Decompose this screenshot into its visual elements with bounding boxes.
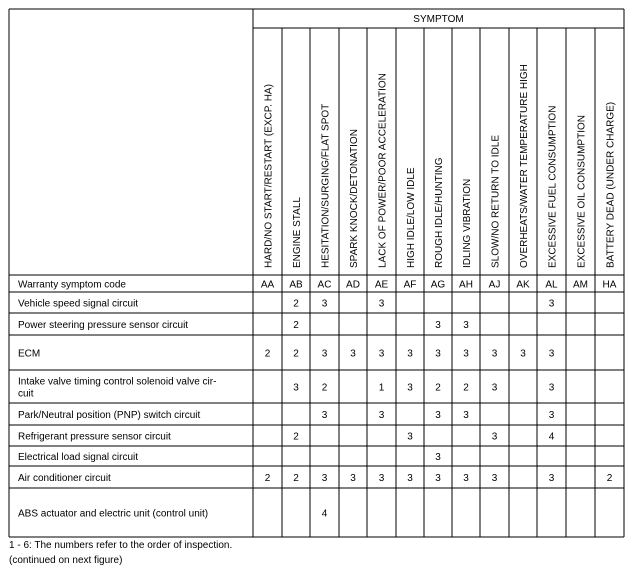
inspection-order-value: 3 bbox=[378, 298, 385, 310]
symptom-header: SYMPTOM bbox=[413, 14, 464, 25]
inspection-order-value: 2 bbox=[293, 431, 299, 443]
row-label: cuit bbox=[18, 388, 34, 400]
warranty-code: AJ bbox=[488, 279, 501, 291]
inspection-order-value: 3 bbox=[378, 348, 385, 360]
inspection-order-value: 3 bbox=[435, 320, 441, 331]
inspection-order-value: 3 bbox=[407, 382, 413, 394]
inspection-order-value: 2 bbox=[293, 320, 299, 331]
warranty-code: AM bbox=[573, 279, 588, 291]
inspection-order-value: 2 bbox=[321, 382, 328, 394]
inspection-order-value: 3 bbox=[548, 382, 555, 394]
inspection-order-value: 3 bbox=[321, 410, 328, 421]
inspection-order-value: 3 bbox=[548, 348, 555, 360]
inspection-order-value: 3 bbox=[491, 431, 498, 443]
row-label: Refrigerant pressure sensor circuit bbox=[18, 431, 171, 443]
inspection-order-value: 3 bbox=[378, 410, 385, 421]
row-label: Vehicle speed signal circuit bbox=[18, 298, 139, 310]
warranty-code: AB bbox=[289, 279, 303, 291]
row-label: Park/Neutral position (PNP) switch circuit bbox=[18, 410, 201, 421]
column-header: EXCESSIVE FUEL CONSUMPTION bbox=[547, 105, 559, 268]
inspection-order-value: 3 bbox=[491, 473, 498, 484]
row-label: Power steering pressure sensor circuit bbox=[18, 320, 189, 331]
inspection-order-value: 2 bbox=[463, 382, 469, 394]
column-header: HARD/NO START/RESTART (EXCP. HA) bbox=[263, 84, 275, 268]
inspection-order-value: 1 bbox=[378, 382, 385, 394]
column-header: SPARK KNOCK/DETONATION bbox=[349, 129, 360, 268]
column-header: ROUGH IDLE/HUNTING bbox=[434, 157, 445, 268]
inspection-order-value: 3 bbox=[463, 348, 469, 360]
row-label: Intake valve timing control solenoid valve cir- bbox=[18, 376, 217, 388]
column-header: BATTERY DEAD (UNDER CHARGE) bbox=[605, 101, 617, 268]
inspection-order-value: 3 bbox=[491, 348, 498, 360]
warranty-code: AA bbox=[260, 279, 275, 291]
inspection-order-value: 2 bbox=[293, 348, 299, 360]
inspection-order-value: 3 bbox=[378, 473, 385, 484]
inspection-order-value: 2 bbox=[606, 473, 613, 484]
inspection-order-value: 3 bbox=[435, 410, 441, 421]
continued-note: (continued on next figure) bbox=[9, 555, 123, 566]
inspection-order-value: 3 bbox=[407, 431, 413, 443]
inspection-order-value: 3 bbox=[321, 298, 328, 310]
inspection-order-value: 4 bbox=[321, 508, 328, 520]
warranty-code: AE bbox=[374, 279, 389, 291]
warranty-code: AL bbox=[545, 279, 558, 291]
column-header: OVERHEATS/WATER TEMPERATURE HIGH bbox=[519, 64, 530, 268]
row-label: Air conditioner circuit bbox=[18, 473, 111, 484]
inspection-order-value: 3 bbox=[407, 473, 413, 484]
warranty-code: AH bbox=[459, 279, 473, 291]
row-label: ABS actuator and electric unit (control unit) bbox=[18, 508, 209, 520]
warranty-code: AG bbox=[430, 279, 446, 291]
warranty-code: AC bbox=[317, 279, 332, 291]
inspection-order-value: 2 bbox=[435, 382, 441, 394]
column-header: HIGH IDLE/LOW IDLE bbox=[406, 167, 417, 268]
inspection-order-value: 3 bbox=[463, 320, 469, 331]
row-label: ECM bbox=[18, 348, 41, 360]
inspection-order-value: 3 bbox=[548, 410, 555, 421]
inspection-order-value: 3 bbox=[350, 473, 356, 484]
inspection-order-value: 3 bbox=[491, 382, 498, 394]
inspection-order-value: 3 bbox=[321, 473, 328, 484]
inspection-order-note: 1 - 6: The numbers refer to the order of inspection. bbox=[9, 540, 233, 551]
row-label: Electrical load signal circuit bbox=[18, 452, 139, 463]
inspection-order-value: 3 bbox=[293, 382, 299, 394]
inspection-order-value: 3 bbox=[520, 348, 526, 360]
warranty-code-label: Warranty symptom code bbox=[18, 279, 126, 291]
column-header: LACK OF POWER/POOR ACCELERATION bbox=[377, 73, 389, 268]
inspection-order-value: 3 bbox=[463, 410, 469, 421]
column-header: IDLING VIBRATION bbox=[462, 178, 473, 268]
warranty-code: AD bbox=[346, 279, 360, 291]
inspection-order-value: 3 bbox=[321, 348, 328, 360]
inspection-order-value: 2 bbox=[293, 473, 299, 484]
inspection-order-value: 2 bbox=[264, 348, 271, 360]
column-header: EXCESSIVE OIL CONSUMPTION bbox=[576, 115, 588, 268]
inspection-order-value: 3 bbox=[435, 348, 441, 360]
inspection-order-value: 3 bbox=[548, 298, 555, 310]
warranty-code: AK bbox=[516, 279, 530, 291]
column-header: HESITATION/SURGING/FLAT SPOT bbox=[320, 103, 332, 268]
column-header: SLOW/NO RETURN TO IDLE bbox=[490, 135, 502, 268]
inspection-order-value: 3 bbox=[548, 473, 555, 484]
column-header: ENGINE STALL bbox=[292, 197, 303, 268]
inspection-order-value: 4 bbox=[548, 431, 555, 443]
inspection-order-value: 2 bbox=[293, 298, 299, 310]
inspection-order-value: 3 bbox=[435, 473, 441, 484]
inspection-order-value: 3 bbox=[407, 348, 413, 360]
warranty-code: HA bbox=[602, 279, 617, 291]
inspection-order-value: 3 bbox=[435, 452, 441, 463]
inspection-order-value: 3 bbox=[463, 473, 469, 484]
warranty-code: AF bbox=[403, 279, 417, 291]
inspection-order-value: 2 bbox=[264, 473, 271, 484]
inspection-order-value: 3 bbox=[350, 348, 356, 360]
